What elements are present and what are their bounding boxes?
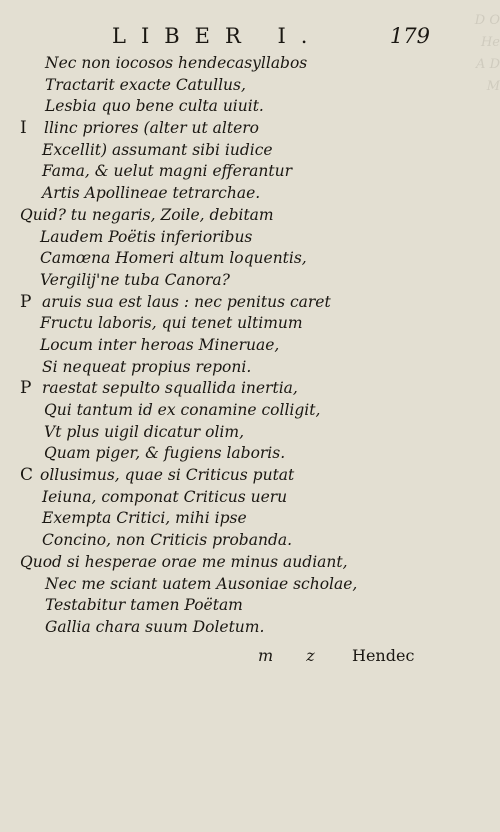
poem-line-text: llinc priores (alter ut altero	[44, 119, 260, 138]
poem-line-text: Ieiuna, componat Criticus ueru	[42, 487, 288, 506]
poem-line-text: Nec non iocosos hendecasyllabos	[45, 54, 308, 72]
initial-capital: C	[20, 465, 34, 486]
poem-line-text: Si nequeat propius reponi.	[42, 357, 252, 376]
poem-line-text: Quid? tu negaris, Zoile, debitam	[20, 205, 274, 224]
poem-line	[20, 487, 440, 509]
poem-line	[20, 75, 440, 97]
poem-line-text: Quam piger, & fugiens laboris.	[44, 444, 286, 463]
poem-line	[20, 53, 440, 75]
poem-line	[20, 270, 440, 292]
poem-line-text: Tractarit exacte Catullus,	[45, 75, 246, 94]
poem-line-text: Quod si hesperae orae me minus audiant,	[20, 552, 348, 571]
page-footer	[0, 646, 500, 670]
poem-line-text: aruis sua est laus : nec penitus caret	[42, 292, 331, 311]
poem-line	[20, 357, 440, 379]
poem-line-text: Concino, non Criticis probanda.	[42, 531, 293, 550]
poem-line	[20, 205, 440, 227]
catchword: Hendec	[352, 646, 415, 665]
poem-line-text: Fama, & uelut magni efferantur	[42, 162, 293, 181]
poem-line	[20, 248, 440, 270]
poem-line-text: Gallia chara suum Doletum.	[45, 617, 265, 636]
poem-line	[20, 378, 440, 400]
poem-line	[20, 530, 440, 552]
poem-line	[20, 227, 440, 249]
poem-line-text: Fructu laboris, qui tenet ultimum	[40, 314, 303, 333]
poem-line	[20, 183, 440, 205]
poem-line-text: Vt plus uigil dicatur olim,	[44, 422, 245, 441]
poem-line	[20, 508, 440, 530]
initial-capital: P	[20, 291, 32, 312]
running-title: LIBER I.	[112, 24, 323, 48]
poem-line-text: Qui tantum id ex conamine colligit,	[44, 401, 321, 419]
show-through-bleed: D O He A D M	[474, 13, 500, 94]
poem-line-text: Vergilij'ne tuba Canora?	[40, 270, 230, 289]
poem-line-text: raestat sepulto squallida inertia,	[42, 379, 298, 398]
poem-line	[20, 465, 440, 487]
poem-line	[20, 400, 440, 422]
poem-line-text: Camœna Homeri altum loquentis,	[40, 249, 307, 268]
poem-line-text: Laudem Poëtis inferioribus	[40, 227, 253, 246]
poem-line	[20, 552, 440, 574]
poem-line	[20, 96, 440, 118]
poem-line	[20, 595, 440, 617]
poem-line	[20, 161, 440, 183]
initial-capital: P	[20, 378, 32, 399]
poem-line-text: Artis Apollineae tetrarchae.	[42, 184, 261, 203]
poem-line	[20, 574, 440, 596]
poem-line-text: Nec me sciant uatem Ausoniae scholae,	[45, 574, 358, 593]
poem-line	[20, 313, 440, 335]
poem-line-text: ollusimus, quae si Criticus putat	[40, 466, 295, 485]
poem-line-text: Excellit) assumant sibi iudice	[42, 140, 273, 159]
poem-line	[20, 617, 440, 639]
poem-line	[20, 335, 440, 357]
poem-line	[20, 422, 440, 444]
signature-mark: m z	[258, 646, 329, 665]
running-header	[0, 24, 500, 54]
poem-line-text: Lesbia quo bene culta uiuit.	[45, 97, 264, 116]
poem-line	[20, 292, 440, 314]
poem-body	[20, 53, 440, 639]
poem-line-text: Locum inter heroas Mineruae,	[40, 335, 280, 354]
poem-line	[20, 443, 440, 465]
poem-line	[20, 140, 440, 162]
page-number: 179	[389, 24, 430, 48]
poem-line-text: Testabitur tamen Poëtam	[45, 596, 243, 615]
poem-line	[20, 118, 440, 140]
poem-line-text: Exempta Critici, mihi ipse	[42, 509, 247, 528]
initial-capital: I	[20, 118, 27, 139]
